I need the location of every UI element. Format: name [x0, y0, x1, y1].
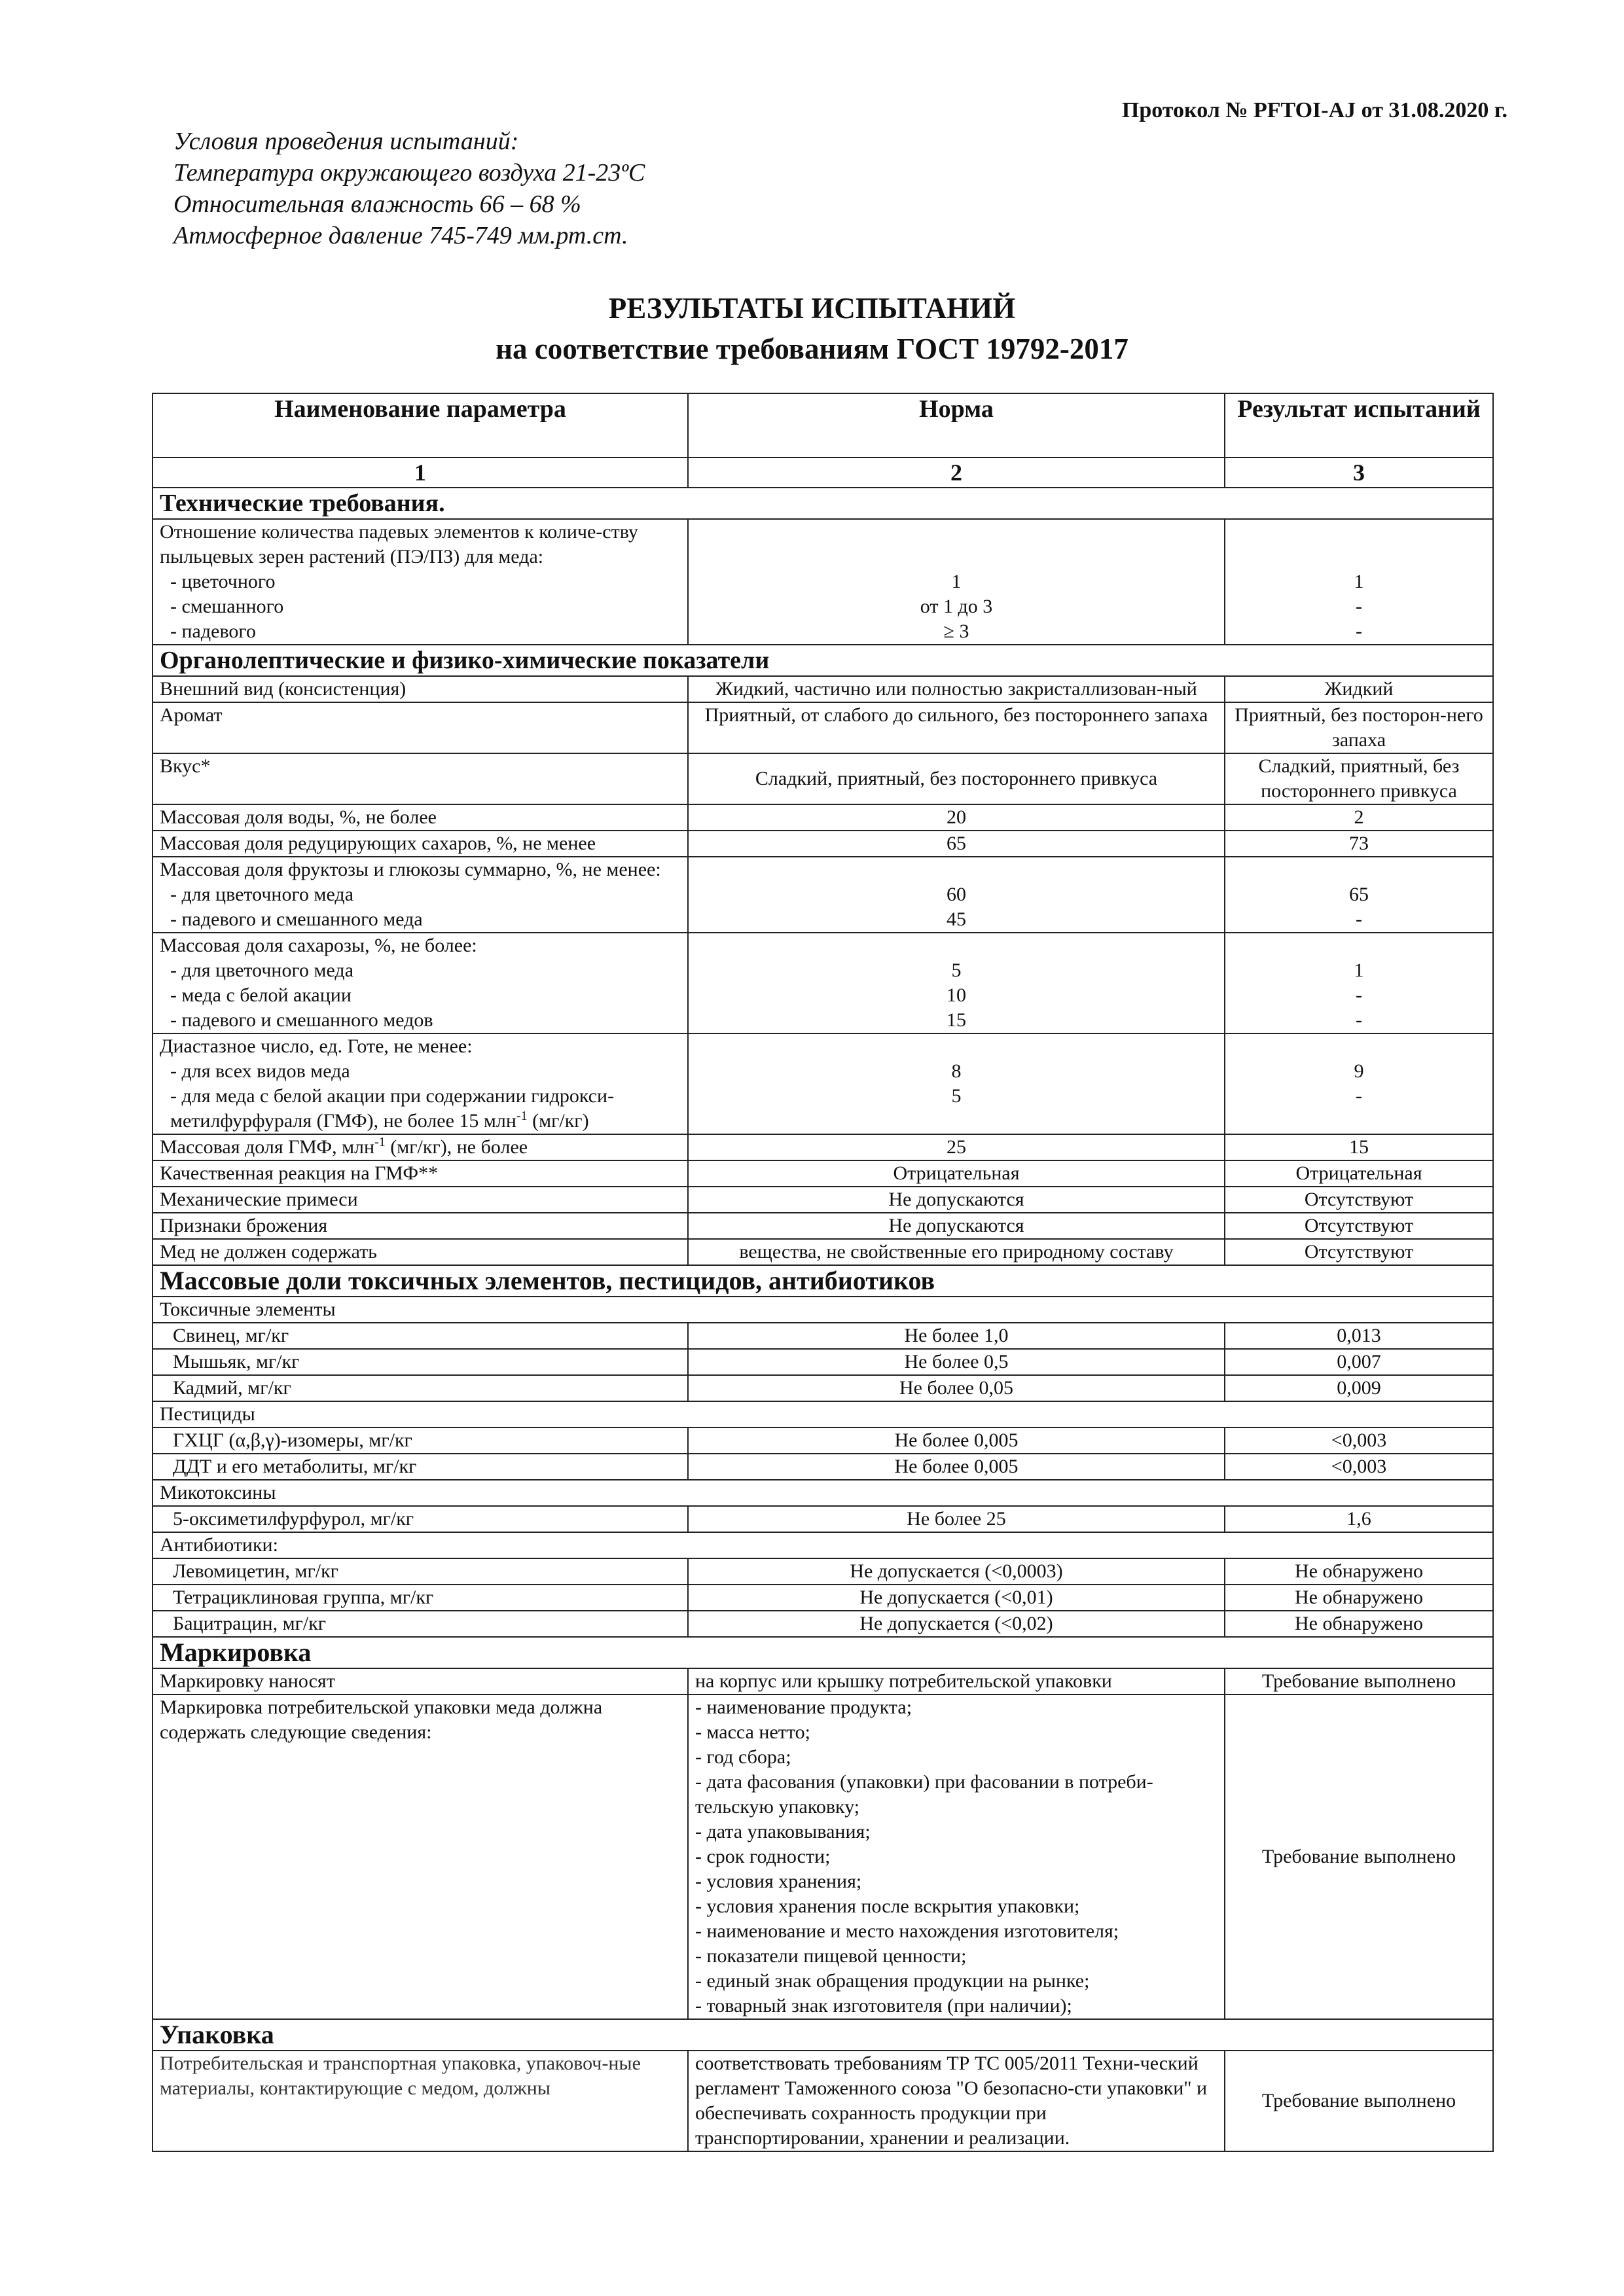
param-item: - меда с белой акации — [170, 984, 352, 1006]
norm-cell: Не более 1,0 — [688, 1323, 1225, 1349]
section-row — [153, 645, 1493, 676]
list-item: - товарный знак изготовителя (при наличии); — [695, 1995, 1072, 2017]
param-intro: Массовая доля сахарозы, %, не более: — [160, 935, 477, 956]
table-row — [153, 933, 1493, 1033]
param-cell — [153, 1033, 688, 1134]
param-cell: Маркировка потребительской упаковки меда должна содержать следующие сведения: — [153, 1695, 688, 2019]
subsection-toxic-elements: Токсичные элементы — [153, 1297, 1493, 1323]
table-row — [153, 1668, 1493, 1695]
norm-value: 5 — [951, 960, 962, 981]
result-cell: <0,003 — [1225, 1427, 1493, 1454]
result-cell: 2 — [1225, 804, 1493, 831]
result-cell — [1225, 1033, 1493, 1134]
subsection-row — [153, 1297, 1493, 1323]
param-cell: Механические примеси — [153, 1187, 688, 1213]
subsection-row — [153, 1532, 1493, 1558]
table-row — [153, 831, 1493, 857]
norm-value: от 1 до 3 — [920, 596, 993, 617]
result-cell: Отсутствуют — [1225, 1213, 1493, 1239]
subsection-antibiotics: Антибиотики: — [153, 1532, 1493, 1558]
result-value: - — [1356, 596, 1362, 617]
result-cell: 73 — [1225, 831, 1493, 857]
superscript: -1 — [516, 1109, 528, 1123]
param-item: - падевого — [170, 620, 256, 642]
result-value: - — [1356, 984, 1362, 1006]
norm-cell: 65 — [688, 831, 1225, 857]
param-cell: 5-оксиметилфурфурол, мг/кг — [153, 1506, 688, 1532]
norm-cell: Не допускается (<0,01) — [688, 1585, 1225, 1611]
result-cell — [1225, 857, 1493, 933]
subsection-row — [153, 1480, 1493, 1506]
table-row — [153, 1375, 1493, 1401]
norm-cell — [688, 933, 1225, 1033]
document-title: РЕЗУЛЬТАТЫ ИСПЫТАНИЙ — [608, 292, 1016, 325]
column-numbers-row — [153, 457, 1493, 488]
conditions-humidity: Относительная влажность 66 – 68 % — [173, 190, 581, 218]
norm-cell — [688, 857, 1225, 933]
param-cell: Кадмий, мг/кг — [153, 1375, 688, 1401]
norm-cell: на корпус или крышку потребительской упаковки — [688, 1668, 1225, 1695]
column-number: 3 — [1225, 457, 1493, 488]
conditions-pressure: Атмосферное давление 745-749 мм.рт.ст. — [173, 222, 628, 249]
header-parameter: Наименование параметра — [153, 393, 688, 457]
param-cell — [153, 1134, 688, 1160]
param-cell: Аромат — [153, 702, 688, 753]
param-cell: ГХЦГ (α,β,γ)-изомеры, мг/кг — [153, 1427, 688, 1454]
norm-value: 15 — [947, 1009, 966, 1031]
table-header-row — [153, 393, 1493, 457]
norm-cell: 25 — [688, 1134, 1225, 1160]
result-cell: 15 — [1225, 1134, 1493, 1160]
result-value: 65 — [1349, 884, 1369, 905]
param-item-unit: (мг/кг) — [527, 1110, 589, 1132]
param-cell: ДДТ и его метаболиты, мг/кг — [153, 1454, 688, 1480]
result-value: 1 — [1354, 960, 1364, 981]
result-cell: Не обнаружено — [1225, 1585, 1493, 1611]
param-cell: Левомицетин, мг/кг — [153, 1558, 688, 1585]
norm-cell: Не более 0,005 — [688, 1427, 1225, 1454]
result-cell — [1225, 933, 1493, 1033]
result-cell: Не обнаружено — [1225, 1611, 1493, 1637]
table-row — [153, 1160, 1493, 1187]
norm-cell: Не более 0,05 — [688, 1375, 1225, 1401]
section-row — [153, 2019, 1493, 2051]
list-item: - масса нетто; — [695, 1721, 810, 1743]
result-cell: 0,009 — [1225, 1375, 1493, 1401]
norm-value: ≥ 3 — [943, 620, 969, 642]
subsection-row — [153, 1401, 1493, 1427]
list-item: - условия хранения; — [695, 1871, 862, 1892]
param-cell: Признаки брожения — [153, 1213, 688, 1239]
list-item: - единый знак обращения продукции на рынке; — [695, 1970, 1090, 1992]
list-item: - дата фасования (упаковки) при фасовании в потреби-тельскую упаковку; — [695, 1771, 1153, 1818]
results-table — [152, 393, 1494, 2152]
param-cell: Свинец, мг/кг — [153, 1323, 688, 1349]
norm-cell: Не более 25 — [688, 1506, 1225, 1532]
table-row — [153, 1585, 1493, 1611]
norm-cell: 20 — [688, 804, 1225, 831]
result-cell: Требование выполнено — [1225, 2051, 1493, 2151]
param-intro: Массовая доля фруктозы и глюкозы суммарно, %, не менее: — [160, 859, 661, 880]
table-row — [153, 753, 1493, 804]
table-row — [153, 1323, 1493, 1349]
list-item: - год сбора; — [695, 1746, 791, 1768]
param-intro: Отношение количества падевых элементов к количе-ству пыльцевых зерен растений (ПЭ/ПЗ) для меда: — [160, 521, 638, 567]
table-row — [153, 1239, 1493, 1265]
document-titles — [0, 288, 1624, 369]
table-row — [153, 1213, 1493, 1239]
norm-cell: Не допускается (<0,0003) — [688, 1558, 1225, 1585]
result-value: - — [1356, 908, 1362, 930]
param-cell: Вкус* — [153, 753, 688, 804]
param-text: Массовая доля ГМФ, млн — [160, 1136, 375, 1158]
table-row — [153, 857, 1493, 933]
norm-cell — [688, 519, 1225, 645]
section-marking: Маркировка — [153, 1637, 1493, 1668]
table-row — [153, 1695, 1493, 2019]
norm-cell — [688, 1033, 1225, 1134]
result-cell: <0,003 — [1225, 1454, 1493, 1480]
norm-cell: Сладкий, приятный, без постороннего привкуса — [688, 753, 1225, 804]
result-value: 9 — [1354, 1060, 1364, 1082]
list-item: - дата упаковывания; — [695, 1821, 871, 1842]
norm-value: 45 — [947, 908, 966, 930]
section-packaging: Упаковка — [153, 2019, 1493, 2051]
list-item: - срок годности; — [695, 1846, 831, 1867]
norm-value: 1 — [951, 571, 962, 592]
param-item: - смешанного — [170, 596, 284, 617]
norm-cell: вещества, не свойственные его природному составу — [688, 1239, 1225, 1265]
table-row — [153, 1033, 1493, 1134]
header-norm: Норма — [688, 393, 1225, 457]
param-cell: Маркировку наносят — [153, 1668, 688, 1695]
table-row — [153, 676, 1493, 702]
param-item: - падевого и смешанного меда — [170, 908, 423, 930]
section-organoleptic: Органолептические и физико-химические показатели — [153, 645, 1493, 676]
norm-cell — [688, 1695, 1225, 2019]
param-cell — [153, 519, 688, 645]
norm-cell: Приятный, от слабого до сильного, без постороннего запаха — [688, 702, 1225, 753]
column-number: 1 — [153, 457, 688, 488]
param-cell: Массовая доля воды, %, не более — [153, 804, 688, 831]
norm-cell: Не более 0,005 — [688, 1454, 1225, 1480]
subsection-mycotoxins: Микотоксины — [153, 1480, 1493, 1506]
table-row — [153, 2051, 1493, 2151]
result-cell: Отрицательная — [1225, 1160, 1493, 1187]
result-cell: Жидкий — [1225, 676, 1493, 702]
list-item: - показатели пищевой ценности; — [695, 1945, 967, 1967]
norm-value: 8 — [951, 1060, 962, 1082]
result-cell: Сладкий, приятный, без постороннего привкуса — [1225, 753, 1493, 804]
column-number: 2 — [688, 457, 1225, 488]
param-item-text: - для меда с белой акации при содержании гидрокси-метилфурфураля (ГМФ), не более 15 млн — [170, 1085, 615, 1132]
param-cell: Массовая доля редуцирующих сахаров, %, не менее — [153, 831, 688, 857]
norm-value: 10 — [947, 984, 966, 1006]
norm-value: 60 — [947, 884, 966, 905]
norm-cell: Не более 0,5 — [688, 1349, 1225, 1375]
table-row — [153, 1611, 1493, 1637]
norm-cell: Отрицательная — [688, 1160, 1225, 1187]
param-cell: Тетрациклиновая группа, мг/кг — [153, 1585, 688, 1611]
table-row — [153, 1506, 1493, 1532]
result-value: - — [1356, 1009, 1362, 1031]
param-item: - цветочного — [170, 571, 276, 592]
param-item: - для цветочного меда — [170, 884, 354, 905]
param-item — [160, 1084, 681, 1134]
result-cell: Отсутствуют — [1225, 1187, 1493, 1213]
table-row — [153, 1454, 1493, 1480]
section-row — [153, 488, 1493, 519]
subsection-pesticides: Пестициды — [153, 1401, 1493, 1427]
norm-cell: Не допускается (<0,02) — [688, 1611, 1225, 1637]
param-intro: Диастазное число, ед. Готе, не менее: — [160, 1035, 473, 1057]
result-value: 1 — [1354, 571, 1364, 592]
result-cell: Приятный, без посторон-него запаха — [1225, 702, 1493, 753]
param-item: - для цветочного меда — [170, 960, 354, 981]
result-cell: Не обнаружено — [1225, 1558, 1493, 1585]
param-item: - падевого и смешанного медов — [170, 1009, 433, 1031]
superscript: -1 — [374, 1135, 386, 1149]
norm-cell: соответствовать требованиям ТР ТС 005/2011 Техни-ческий регламент Таможенного союза "О безопасно-сти упаковки" и обеспечивать сохранность продукции при транспортировании, хранении и реализации. — [688, 2051, 1225, 2151]
result-cell: 0,007 — [1225, 1349, 1493, 1375]
param-cell: Мышьяк, мг/кг — [153, 1349, 688, 1375]
norm-cell: Не допускаются — [688, 1187, 1225, 1213]
section-toxic: Массовые доли токсичных элементов, пестицидов, антибиотиков — [153, 1265, 1493, 1297]
norm-cell: Не допускаются — [688, 1213, 1225, 1239]
header-result: Результат испытаний — [1225, 393, 1493, 457]
section-row — [153, 1637, 1493, 1668]
table-row — [153, 1349, 1493, 1375]
result-value: - — [1356, 620, 1362, 642]
table-row — [153, 1558, 1493, 1585]
result-cell: Требование выполнено — [1225, 1695, 1493, 2019]
table-row — [153, 702, 1493, 753]
param-unit: (мг/кг), не более — [385, 1136, 528, 1158]
norm-value: 5 — [951, 1085, 962, 1107]
param-cell — [153, 933, 688, 1033]
param-cell: Качественная реакция на ГМФ** — [153, 1160, 688, 1187]
table-row — [153, 1134, 1493, 1160]
test-conditions — [173, 126, 645, 251]
result-value: - — [1356, 1085, 1362, 1107]
protocol-number: Протокол № PFTOI-AJ от 31.08.2020 г. — [1121, 98, 1507, 122]
result-cell — [1225, 519, 1493, 645]
result-cell: Требование выполнено — [1225, 1668, 1493, 1695]
result-cell: Отсутствуют — [1225, 1239, 1493, 1265]
param-item: - для всех видов меда — [170, 1060, 350, 1082]
list-item: - наименование продукта; — [695, 1696, 912, 1718]
section-technical: Технические требования. — [153, 488, 1493, 519]
conditions-temperature: Температура окружающего воздуха 21-23ºС — [173, 159, 645, 187]
table-row — [153, 804, 1493, 831]
table-row — [153, 1427, 1493, 1454]
section-row — [153, 1265, 1493, 1297]
table-row — [153, 519, 1493, 645]
result-cell: 1,6 — [1225, 1506, 1493, 1532]
param-cell: Мед не должен содержать — [153, 1239, 688, 1265]
param-cell: Потребительская и транспортная упаковка, упаковоч-ные материалы, контактирующие с медом, должны — [153, 2051, 688, 2151]
document-subtitle: на соответствие требованиям ГОСТ 19792-2017 — [496, 332, 1128, 365]
list-item: - условия хранения после вскрытия упаковки; — [695, 1895, 1080, 1917]
list-item: - наименование и место нахождения изготовителя; — [695, 1920, 1119, 1942]
table-row — [153, 1187, 1493, 1213]
param-cell — [153, 857, 688, 933]
param-cell: Внешний вид (консистенция) — [153, 676, 688, 702]
conditions-heading: Условия проведения испытаний: — [173, 128, 519, 155]
norm-cell: Жидкий, частично или полностью закристаллизован-ный — [688, 676, 1225, 702]
param-cell: Бацитрацин, мг/кг — [153, 1611, 688, 1637]
result-cell: 0,013 — [1225, 1323, 1493, 1349]
